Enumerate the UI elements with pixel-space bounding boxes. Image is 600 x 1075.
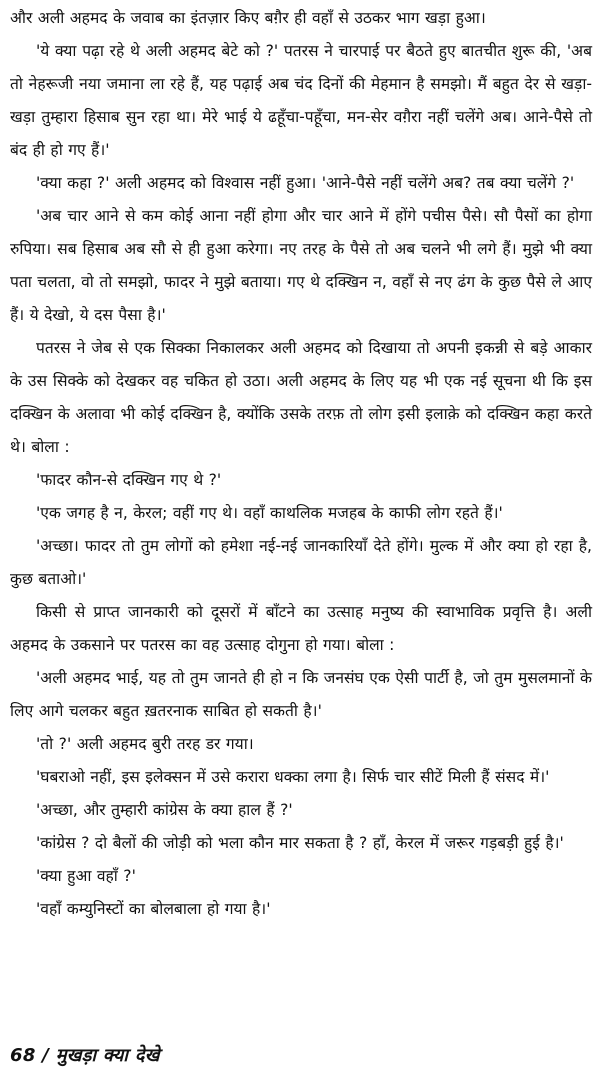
paragraph: किसी से प्राप्त जानकारी को दूसरों में बाँटने का उत्साह मनुष्य की स्वाभाविक प्रवृत्ति है। अली अहमद के उकसाने पर पतरस का वह उत्साह दोगुना हो गया। बोला : — [10, 603, 592, 654]
paragraph: 'तो ?' अली अहमद बुरी तरह डर गया। — [36, 735, 254, 753]
book-title: मुखड़ा क्या देखे — [55, 1045, 160, 1066]
paragraph: 'अली अहमद भाई, यह तो तुम जानते ही हो न कि जनसंघ एक ऐसी पार्टी है, जो तुम मुसलमानों के लिए आगे चलकर बहुत ख़तरनाक साबित हो सकती है।' — [10, 669, 592, 720]
paragraph: 'क्या कहा ?' अली अहमद को विश्वास नहीं हुआ। 'आने-पैसे नहीं चलेंगे अब? तब क्या चलेंगे ?' — [36, 174, 575, 192]
paragraph: 'वहाँ कम्युनिस्टों का बोलबाला हो गया है।' — [36, 900, 271, 918]
paragraph: 'फादर कौन-से दक्खिन गए थे ?' — [36, 471, 222, 489]
paragraph: 'अच्छा। फादर तो तुम लोगों को हमेशा नई-नई जानकारियाँ देते होंगे। मुल्क में और क्या हो रहा है, कुछ बताओ।' — [10, 537, 592, 588]
paragraph: और अली अहमद के जवाब का इंतज़ार किए बग़ैर ही वहाँ से उठकर भाग खड़ा हुआ। — [10, 9, 486, 27]
paragraph: 'घबराओ नहीं, इस इलेक्सन में उसे करारा धक्का लगा है। सिर्फ चार सीटें मिली हैं संसद में।' — [36, 768, 550, 786]
body-text — [10, 2, 592, 926]
paragraph: 'अच्छा, और तुम्हारी कांग्रेस के क्या हाल हैं ?' — [36, 801, 293, 819]
paragraph: 'क्या हुआ वहाँ ?' — [36, 867, 136, 885]
page-number: 68 — [10, 1045, 36, 1066]
page-footer — [10, 1043, 160, 1067]
paragraph: 'एक जगह है न, केरल; वहीं गए थे। वहाँ काथलिक मजहब के काफी लोग रहते हैं।' — [36, 504, 503, 522]
paragraph: पतरस ने जेब से एक सिक्का निकालकर अली अहमद को दिखाया तो अपनी इकन्नी से बड़े आकार के उस सिक्के को देखकर वह चकित हो उठा। अली अहमद के लिए यह भी एक नई सूचना थी कि इस दक्खिन के अलावा भी कोई दक्खिन है, क्योंकि उसके तरफ़ तो लोग इसी इलाक़े को दक्खिन कहा करते थे। बोला : — [10, 339, 592, 456]
paragraph: 'अब चार आने से कम कोई आना नहीं होगा और चार आने में होंगे पचीस पैसे। सौ पैसों का होगा रुपिया। सब हिसाब अब सौ से ही हुआ करेगा। नए तरह के पैसे तो अब चलने भी लगे हैं। मुझे भी क्या पता चलता, वो तो समझो, फादर ने मुझे बताया। गए थे दक्खिन न, वहाँ से नए ढंग के कुछ पैसे ले आए हैं। ये देखो, ये दस पैसा है।' — [10, 207, 592, 324]
footer-separator: / — [42, 1045, 50, 1066]
paragraph: 'कांग्रेस ? दो बैलों की जोड़ी को भला कौन मार सकता है ? हाँ, केरल में जरूर गड़बड़ी हुई है।' — [36, 834, 564, 852]
paragraph: 'ये क्या पढ़ा रहे थे अली अहमद बेटे को ?' पतरस ने चारपाई पर बैठते हुए बातचीत शुरू की, 'अब तो नेहरूजी नया जमाना ला रहे हैं, यह पढ़ाई अब चंद दिनों की मेहमान है समझो। मैं बहुत देर से खड़ा-खड़ा तुम्हारा हिसाब सुन रहा था। मेरे भाई ये ढहूँचा-पहूँचा, मन-सेर वग़ैरा नहीं चलेंगे अब। आने-पैसे तो बंद ही हो गए हैं।' — [10, 42, 592, 159]
